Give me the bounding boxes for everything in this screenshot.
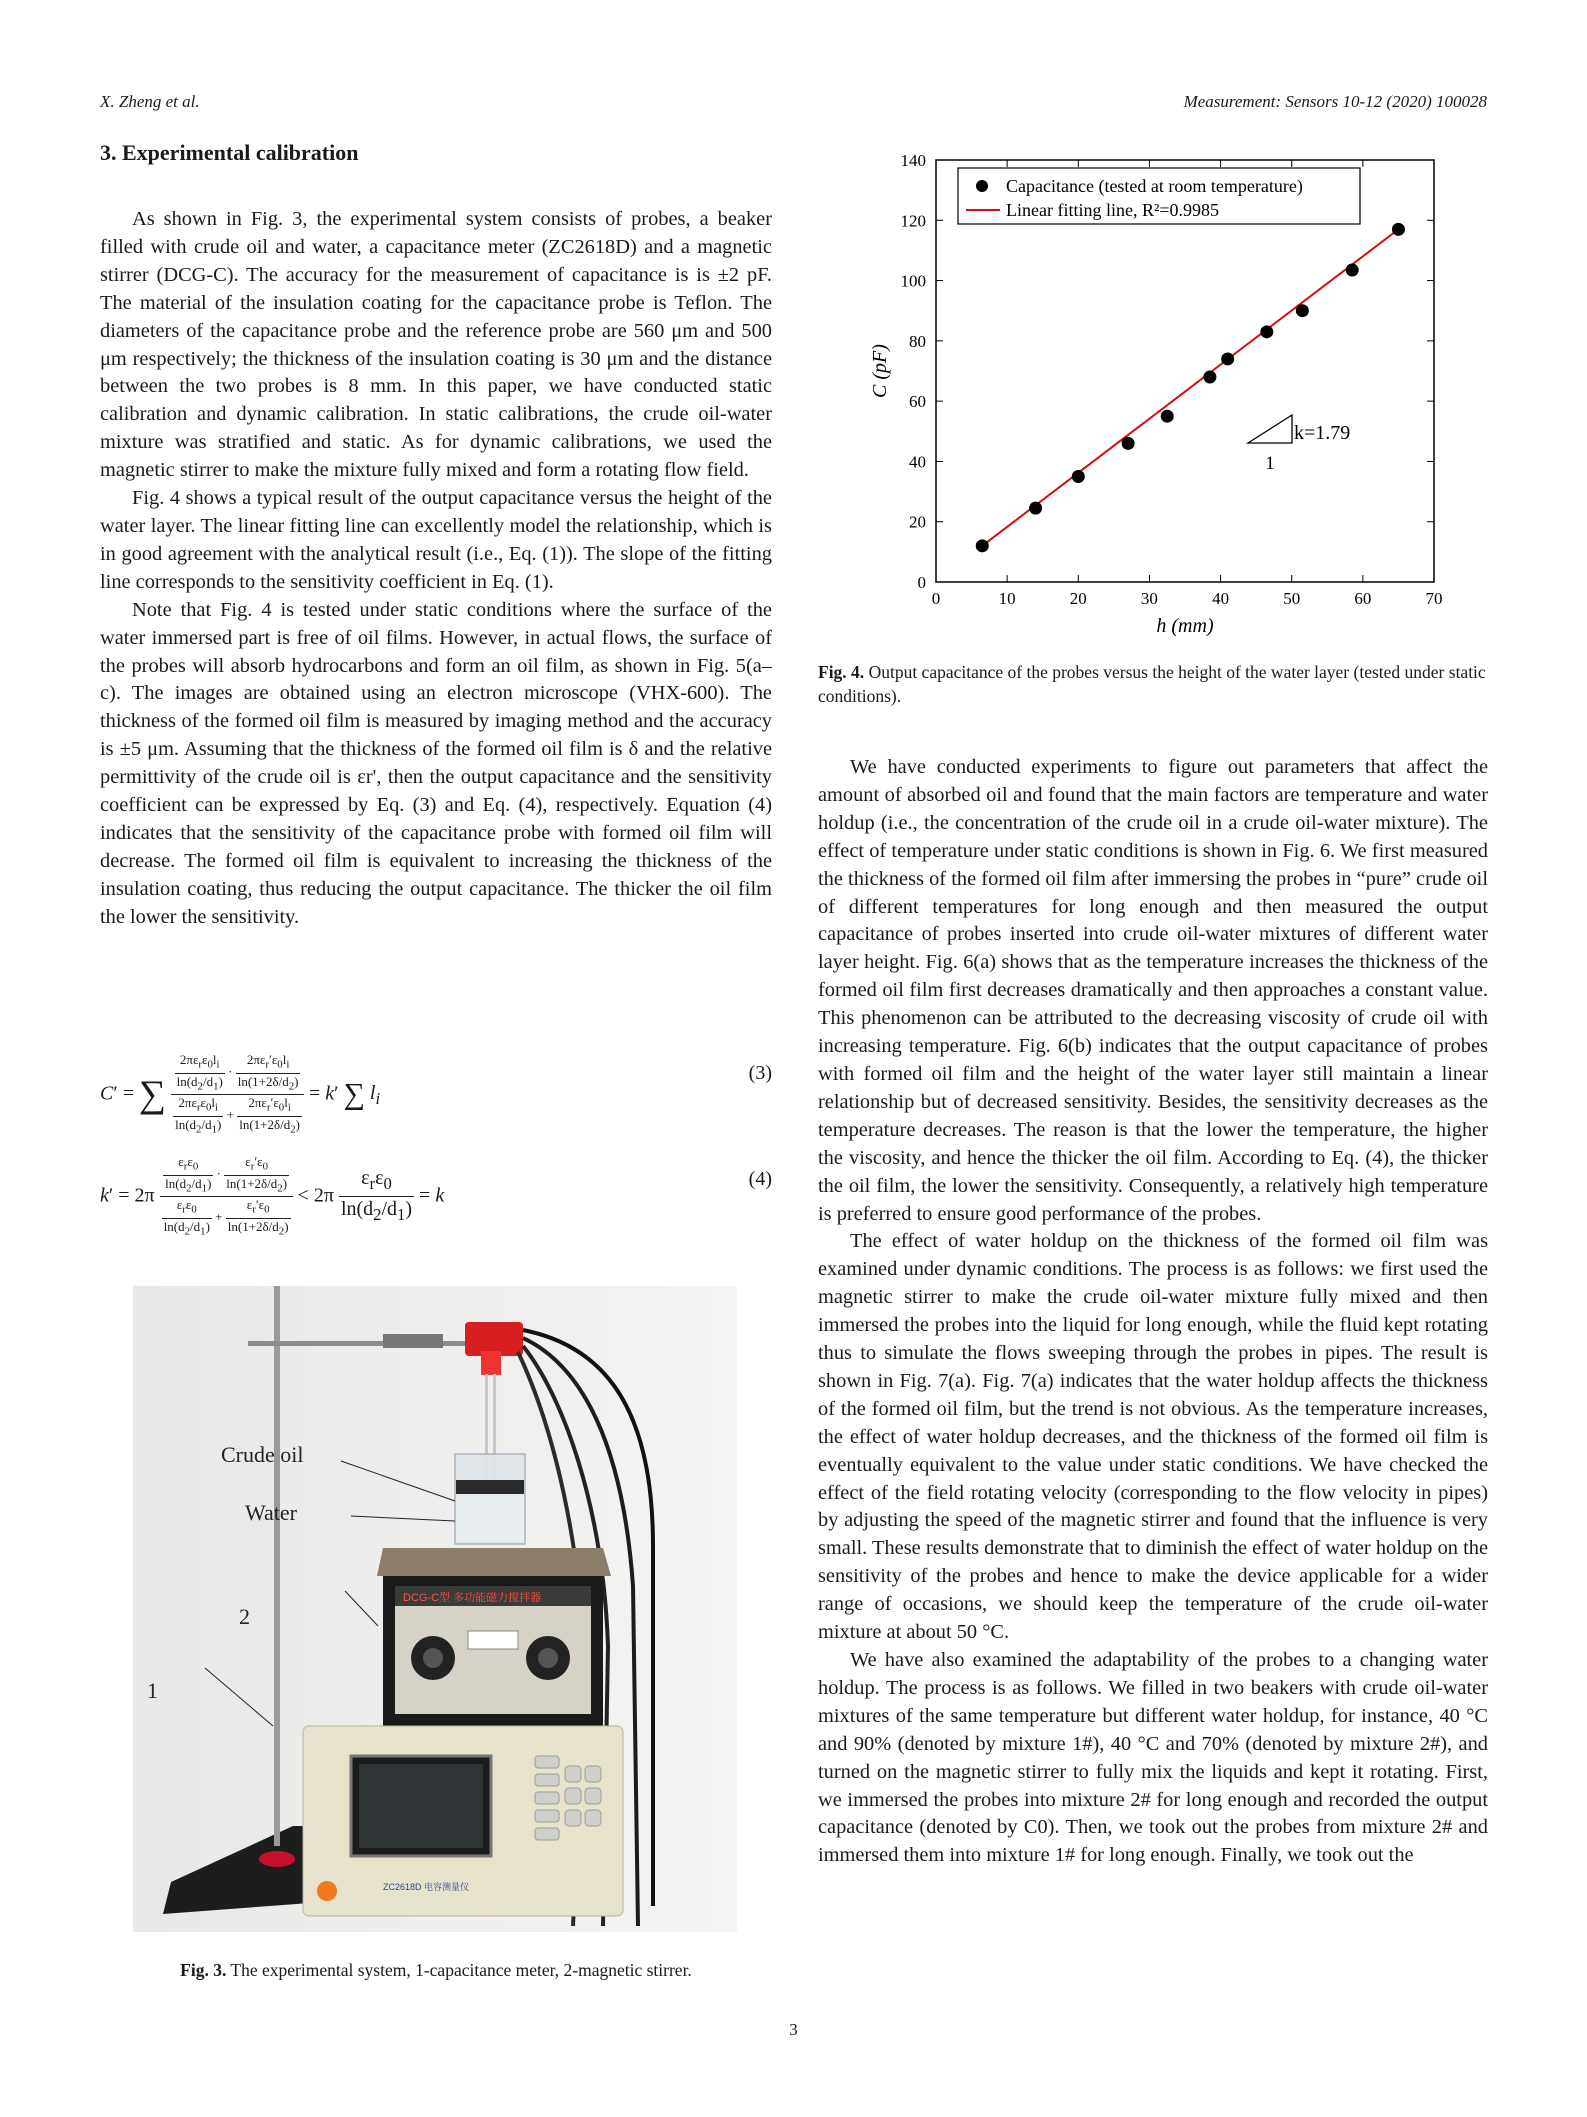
slope-triangle: [1248, 415, 1292, 443]
stirrer-model-text: DCG-C型 多功能磁力搅拌器: [403, 1592, 542, 1604]
x-tick-label: 40: [1212, 589, 1230, 608]
data-point: [1296, 304, 1309, 317]
paragraph: As shown in Fig. 3, the experimental system consists of probes, a beaker filled with crude oil and water, a capacitance meter (ZC2618D) and a magnetic stirrer (DCG-C). The accuracy for the measurement of capacitance is is ±2 pF. The material of the insulation coating for the capacitance probe is Teflon. The diameters of the capacitance probe and the reference probe are 560 μm and 500 μm respectively; the thickness of the insulation coating is 30 μm and the distance between the two probes is 8 mm. In this paper, we have conducted static calibration and dynamic calibration. In static calibrations, the crude oil-water mixture was stratified and static. As for dynamic calibrations, we used the magnetic stirrer to make the mixture fully mixed and form a rotating flow field.: [100, 208, 772, 482]
fit-line: [982, 229, 1398, 546]
data-point: [1072, 470, 1085, 483]
data-point: [1122, 437, 1135, 450]
paragraph: Fig. 4 shows a typical result of the output capacitance versus the height of the water layer. The linear fitting line can excellently model the relationship, which is in good agreement with the analytical result (i.e., Eq. (1)). The slope of the fitting line corresponds to the sensitivity coefficient in Eq. (1).: [100, 487, 772, 593]
equation-4: k′ = 2π $\frac{\varepsilon_r\varepsilon_0}{\ln(d_2/d_1)}$ · $\frac{\varepsilon_r'\varepsilon_0}{\ln(1+2\delta/d_2)}$ $\frac{\varepsilon_r\varepsilon_0}{\ln(d_2/d_1)}$ + $\frac{\varepsilon_r'\varepsilon_0}{\ln(1+2\delta/d_2)}$ < 2π $\frac{\varepsilon_r\varepsilon_0}{\ln(d_2/d_1)}$ = k (4): [100, 1154, 772, 1238]
data-point: [1161, 410, 1174, 423]
data-point: [1392, 223, 1405, 236]
data-point: [1346, 264, 1359, 277]
caption-text: The experimental system, 1-capacitance meter, 2-magnetic stirrer.: [230, 1960, 692, 1980]
y-tick-label: 20: [909, 512, 926, 532]
figure-label: Fig. 3.: [180, 1960, 227, 1980]
meter-model-text: ZC2618D 电容测量仪: [383, 1882, 470, 1892]
paragraph: We have conducted experiments to figure out parameters that affect the amount of absorbed oil and found that the main factors are temperature and water holdup (i.e., the concentration of the crude oil in a crude oil-water mixture). The effect of temperature under static conditions is shown in Fig. 6. We first measured the thickness of the formed oil film after immersing the probes in “pure” crude oil of different temperatures for long enough and then measured the output capacitance of probes inserted into crude oil-water mixtures of different water layer height. Fig. 6(a) shows that as the temperature increases the thickness of the formed oil film first decreases dramatically and then approaches a constant value. This phenomenon can be attributed to the decreasing viscosity of crude oil with increasing temperature. Fig. 6(b) indicates that the output capacitance of probes with formed oil film and the height of the water layer still maintain a linear relationship but of decreased sensitivity. Besides, the sensitivity decreases as the temperature decreases. The reason is that the lower the temperature, the higher the viscosity, and hence the thicker the oil film. According to Eq. (4), the thicker the oil film, the lower the sensitivity. Consequently, a relatively high temperature is preferred to ensure good performance of the probes.: [818, 756, 1488, 1225]
caption-text: Output capacitance of the probes versus the height of the water layer (tested under static conditions).: [818, 662, 1486, 706]
legend-label-points: Capacitance (tested at room temperature): [1006, 176, 1303, 196]
y-tick-label: 140: [900, 151, 926, 170]
photo-label-meter-number: 1: [147, 1678, 158, 1703]
figure-3-caption: [100, 1960, 772, 1981]
page-number: 3: [789, 2020, 798, 2039]
apparatus-illustration: [133, 1286, 737, 1932]
photo-label-stirrer-number: 2: [239, 1604, 250, 1629]
photo-label-water: Water: [245, 1500, 297, 1525]
equation-number: (3): [748, 1062, 772, 1084]
running-header-authors: X. Zheng et al.: [100, 92, 200, 111]
x-axis-label: h (mm): [1156, 615, 1214, 637]
y-axis-label: C (pF): [869, 344, 891, 398]
data-point: [976, 539, 989, 552]
paragraph: We have also examined the adaptability of the probes to a changing water holdup. The process is as follows. We filled in two beakers with crude oil-water mixtures of the same temperature but different water holdup, for instance, 40 °C and 90% (denoted by mixture 1#), 40 °C and 70% (denoted by mixture 2#), and turned on the magnetic stirrer to fully mix the liquids and kept it rotating. First, we immersed the probes into mixture 2# for long enough and recorded the output capacitance (denoted by C0). Then, we took out the probes from mixture 2# and immersed them into mixture 1# for long enough. Finally, we took out the: [818, 1649, 1488, 1867]
legend-label-fit: Linear fitting line, R²=0.9985: [1006, 200, 1220, 220]
y-tick-label: 100: [900, 271, 926, 291]
experimental-system-photo: [133, 1286, 737, 1932]
equation-number: (4): [748, 1168, 772, 1190]
x-tick-label: 50: [1283, 589, 1301, 608]
y-tick-label: 60: [909, 392, 926, 412]
slope-label: k=1.79: [1294, 422, 1351, 444]
x-tick-label: 10: [998, 589, 1016, 608]
data-point: [1221, 352, 1234, 365]
x-tick-label: 30: [1140, 589, 1158, 608]
y-tick-label: 40: [909, 452, 926, 472]
x-tick-label: 0: [931, 589, 941, 608]
y-tick-label: 80: [909, 331, 926, 351]
y-tick-label: 120: [900, 211, 926, 231]
photo-label-crude-oil: Crude oil: [221, 1442, 304, 1467]
equation-3: C′ = ∑ $\frac{2\pi\varepsilon_r\varepsilon_0l_i}{\ln(d_2/d_1)}$ · $\frac{2\pi\varepsilon_r'\varepsilon_0l_i}{\ln(1+2\delta/d_2)}$ $\frac{2\pi\varepsilon_r\varepsilon_0l_i}{\ln(d_2/d_1)}$ + $\frac{2\pi\varepsilon_r'\varepsilon_0l_i}{\ln(1+2\delta/d_2)}$ = k′ ∑ $l_i$ (3): [100, 1052, 772, 1136]
x-tick-label: 70: [1425, 589, 1443, 608]
figure-4-caption: [818, 660, 1490, 708]
y-tick-label: 0: [917, 573, 926, 592]
data-point: [1260, 325, 1273, 338]
data-point: [1029, 502, 1042, 515]
right-column: [818, 754, 1488, 1870]
left-column: [100, 140, 772, 932]
capacitance-vs-height-chart: [858, 140, 1478, 660]
section-heading: 3. Experimental calibration: [100, 140, 359, 165]
data-point: [1203, 371, 1216, 384]
figure-label: Fig. 4.: [818, 662, 865, 682]
running-header-journal: Measurement: Sensors 10-12 (2020) 100028: [1183, 92, 1487, 111]
slope-run-label: 1: [1265, 453, 1275, 474]
x-tick-label: 20: [1069, 589, 1087, 608]
legend-marker-points: [976, 180, 988, 192]
paragraph: The effect of water holdup on the thickness of the formed oil film was examined under dynamic conditions. The process is as follows: we first used the magnetic stirrer to make the crude oil-water mixture fully mixed and then immersed the probes into the liquid for long enough, while the fluid kept rotating thus to simulate the flows sweeping through the probes in pipes. The result is shown in Fig. 7(a). Fig. 7(a) indicates that the water holdup affects the thickness of the formed oil film, but the trend is not obvious. As the temperature increases, the effect of water holdup decreases, and the thickness of the formed oil film is eventually equivalent to the value under static conditions. We have checked the effect of the field rotating velocity (corresponding to the flow velocity in pipes) by adjusting the speed of the magnetic stirrer and found that the influence is very small. These results demonstrate that to diminish the effect of water holdup on the sensitivity of the probes and hence to make the device applicable for a wider range of occasions, we should keep the temperature of the crude oil-water mixture at about 50 °C.: [818, 1230, 1488, 1644]
x-tick-label: 60: [1354, 589, 1372, 608]
paragraph: Note that Fig. 4 is tested under static conditions where the surface of the water immersed part is free of oil films. However, in actual flows, the surface of the probes will absorb hydrocarbons and form an oil film, as shown in Fig. 5(a–c). The images are obtained using an electron microscope (VHX-600). The thickness of the formed oil film is measured by imaging method and the accuracy is ±5 μm. Assuming that the thickness of the formed oil film is δ and the relative permittivity of the crude oil is εr', then the output capacitance and the sensitivity coefficient can be expressed by Eq. (3) and Eq. (4), respectively. Equation (4) indicates that the sensitivity of the capacitance probe with formed oil film will decrease. The formed oil film is equivalent to increasing the thickness of the insulation coating, thus reducing the output capacitance. The thicker the oil film the lower the sensitivity.: [100, 598, 772, 928]
